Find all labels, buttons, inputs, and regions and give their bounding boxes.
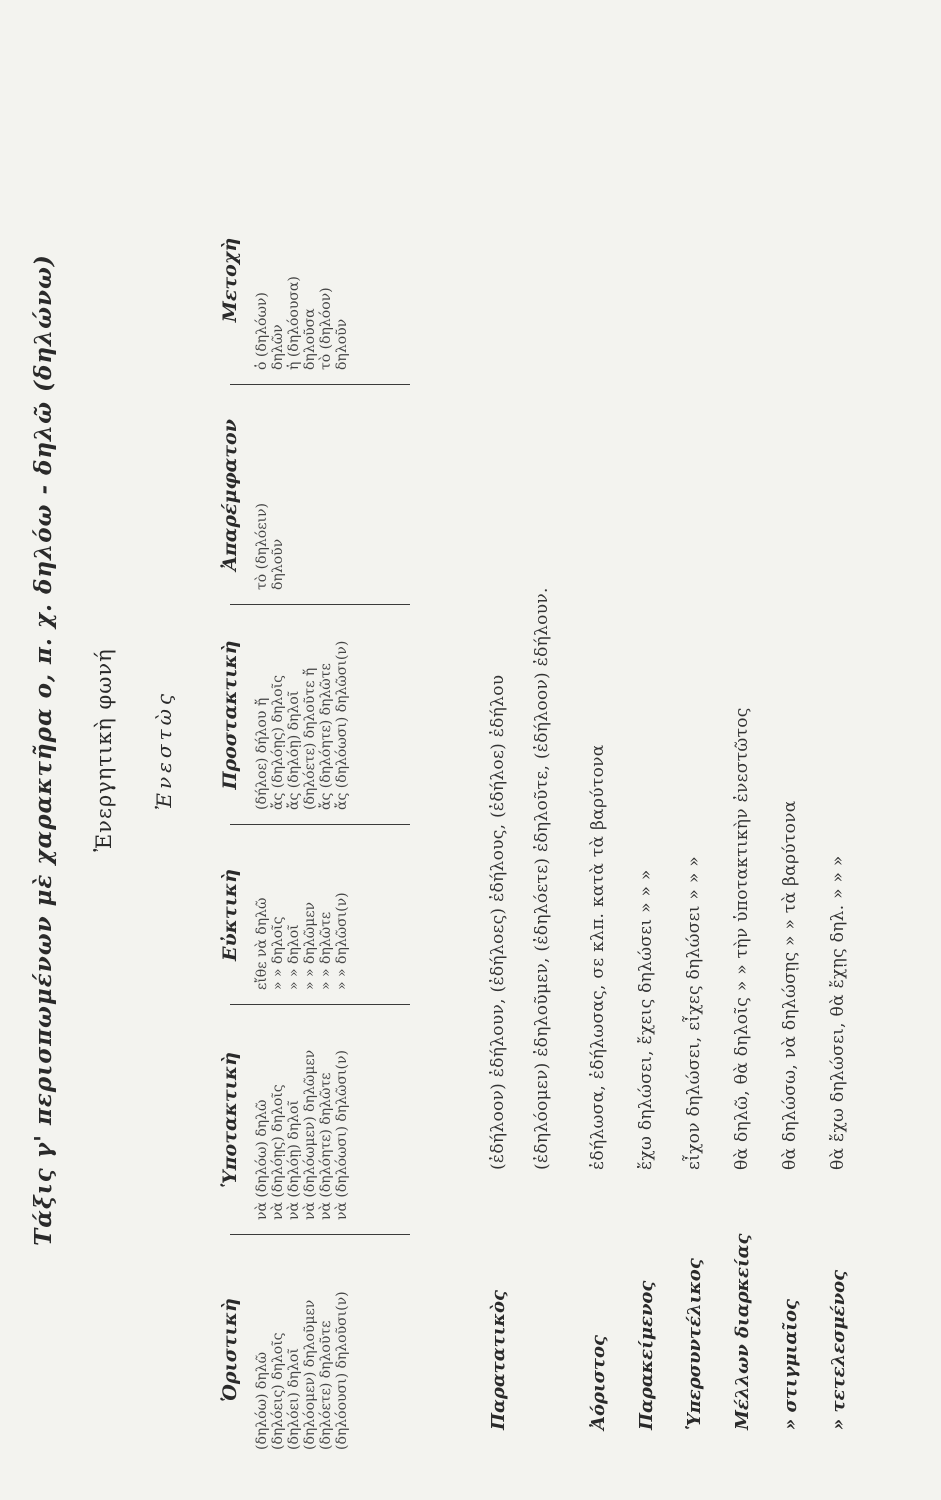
tense-forms: θὰ ἔχω δηλώσει, θὰ ἔχῃς δηλ. » » » xyxy=(828,855,848,1170)
tense-row xyxy=(636,30,676,1430)
form-line: (δηλόει) δηλοῖ xyxy=(286,1348,302,1450)
form-line: (δηλόεις) δηλοῖς xyxy=(270,1332,286,1450)
column-heading: Προστακτικὴ xyxy=(219,640,241,790)
column-heading: Ὁριστικὴ xyxy=(219,1298,241,1402)
column-divider xyxy=(230,604,410,605)
form-line: δηλοῦσα xyxy=(302,308,318,370)
tense-row xyxy=(532,30,572,1430)
column-heading: Εὐκτικὴ xyxy=(219,869,241,961)
form-line: (δηλόετε) δηλοῦτε ἤ xyxy=(302,667,318,810)
form-line: » » δηλοῖς xyxy=(270,916,286,990)
form-line: » » δηλῶτε xyxy=(318,911,334,990)
form-line: τὸ (δηλόον) xyxy=(318,287,334,370)
tense-forms: ἐδήλωσα, ἐδήλωσας, σε κλπ. κατὰ τὰ βαρύτονα xyxy=(588,744,608,1170)
form-line: » » δηλῶσι(ν) xyxy=(334,892,350,990)
form-line: νὰ (δηλόωσι) δηλῶσι(ν) xyxy=(334,1050,350,1220)
form-line: τὸ (δηλόειν) xyxy=(254,503,270,590)
tense-label: » στιγμιαῖος xyxy=(780,1299,801,1430)
form-line: (δηλόω) δηλῶ xyxy=(254,1351,270,1450)
column-imperative xyxy=(210,610,420,820)
tense-label: Παρακείμενος xyxy=(636,1280,657,1430)
column-optative xyxy=(210,830,420,1000)
form-line: » » δηλῶμεν xyxy=(302,902,318,990)
form-line: ἄς (δηλόωσι) δηλῶσι(ν) xyxy=(334,640,350,810)
tense-forms: εἶχον δηλώσει, εἶχες δηλώσει » » » xyxy=(684,856,704,1170)
column-divider xyxy=(230,824,410,825)
column-subjunctive xyxy=(210,1010,420,1230)
form-line: νὰ (δηλόητε) δηλῶτε xyxy=(318,1072,334,1220)
form-line: ὁ (δηλόων) xyxy=(254,292,270,370)
form-line: ἄς (δηλόῃ) δηλοῖ xyxy=(286,690,302,810)
page-title: Τάξις γ' περισπωμένων μὲ χαρακτῆρα ο, π. χ. δηλόω - δηλῶ (δηλώνω) xyxy=(30,254,57,1246)
tense-row xyxy=(488,30,528,1430)
column-infinitive xyxy=(210,390,420,600)
column-heading: Ὑποτακτικὴ xyxy=(219,1052,241,1188)
column-participle xyxy=(210,180,420,380)
form-line: νὰ (δηλόῃς) δηλοῖς xyxy=(270,1084,286,1220)
tense-forms: (ἐδηλόομεν) ἐδηλοῦμεν, (ἐδηλόετε) ἐδηλοῦτε, (ἐδήλοον) ἐδήλουν. xyxy=(532,587,552,1170)
form-line: δηλοῦν xyxy=(270,538,286,590)
form-line: (δήλοε) δήλου ἤ xyxy=(254,697,270,810)
form-line: (δηλόομεν) δηλοῦμεν xyxy=(302,1299,318,1450)
voice-heading: Ἐνεργητικὴ φωνή xyxy=(92,648,116,852)
tense-heading: Ἐνεστὼς xyxy=(152,689,176,811)
form-line: δηλοῦν xyxy=(334,318,350,370)
tense-label: » τετελεσμένος xyxy=(828,1269,849,1430)
form-line: (δηλόουσι) δηλοῦσι(ν) xyxy=(334,1291,350,1450)
form-line: » » δηλοῖ xyxy=(286,924,302,990)
form-line: νὰ (δηλόῃ) δηλοῖ xyxy=(286,1100,302,1220)
tense-row xyxy=(732,30,772,1430)
column-divider xyxy=(230,1234,410,1235)
tense-row xyxy=(828,30,868,1430)
tense-row xyxy=(780,30,820,1430)
tense-forms: ἔχω δηλώσει, ἔχεις δηλώσει » » » xyxy=(636,869,656,1170)
tense-label: Ὑπερσυντέλικος xyxy=(684,1258,705,1430)
form-line: ἄς (δηλόητε) δηλῶτε xyxy=(318,663,334,810)
tense-forms: θὰ δηλῶ, θὰ δηλοῖς » » τὴν ὑποτακτικὴν ἐνεστῶτος xyxy=(732,707,752,1170)
tense-row xyxy=(684,30,724,1430)
column-divider xyxy=(230,384,410,385)
form-line: νὰ (δηλόω) δηλῶ xyxy=(254,1099,270,1220)
form-line: δηλῶν xyxy=(270,324,286,370)
tense-row xyxy=(588,30,628,1430)
form-line: νὰ (δηλόωμεν) δηλῶμεν xyxy=(302,1049,318,1220)
tense-label: Ἀόριστος xyxy=(588,1334,609,1430)
tense-forms: (ἐδήλοον) ἐδήλουν, (ἐδήλοες) ἐδήλους, (ἐδήλοε) ἐδήλου xyxy=(488,674,508,1170)
form-line: εἴθε νὰ δηλῶ xyxy=(254,897,270,990)
tense-forms: θὰ δηλώσω, νὰ δηλώσῃς » » τὰ βαρύτονα xyxy=(780,800,800,1170)
column-divider xyxy=(230,1004,410,1005)
form-line: ἄς (δηλόῃς) δηλοῖς xyxy=(270,675,286,810)
form-line: ἡ (δηλόουσα) xyxy=(286,276,302,370)
tense-label: Μέλλων διαρκείας xyxy=(732,1233,753,1430)
form-line: (δηλόετε) δηλοῦτε xyxy=(318,1320,334,1450)
column-heading: Ἀπαρέμφατον xyxy=(219,419,241,571)
column-indicative xyxy=(210,1240,420,1460)
column-heading: Μετοχὴ xyxy=(219,237,241,323)
tense-label: Παρατατικὸς xyxy=(488,1290,509,1430)
